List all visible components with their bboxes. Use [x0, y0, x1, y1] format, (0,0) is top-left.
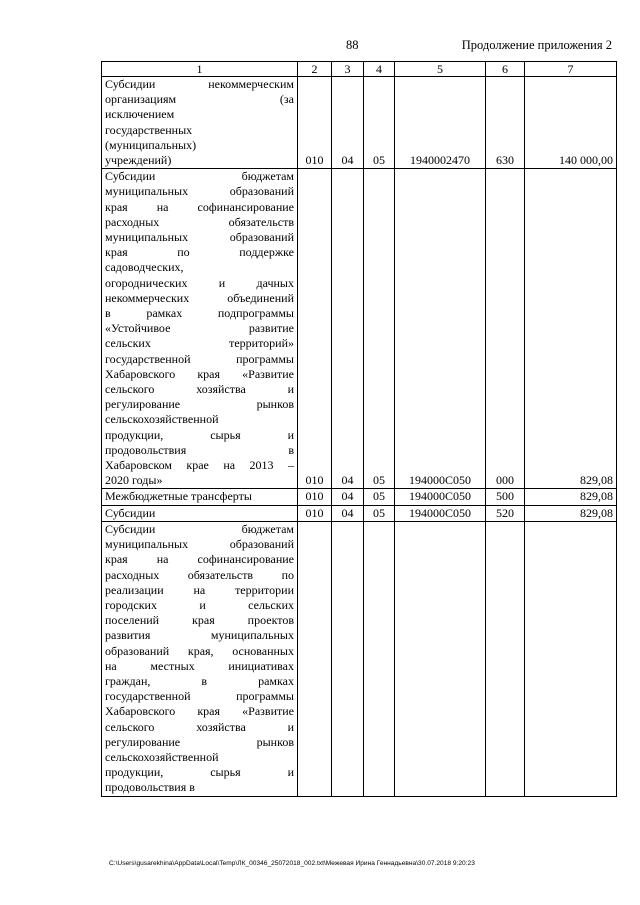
description-line: Хабаровского края «Развитие: [105, 704, 294, 719]
description-line: сельских территорий»: [105, 336, 294, 351]
code-section: 010: [298, 489, 332, 505]
description-line: Хабаровского края «Развитие: [105, 366, 294, 381]
description-line: «Устойчивое развитие: [105, 321, 294, 336]
target-article: 1940002470: [395, 77, 486, 169]
description-line: реализации на территории: [105, 582, 294, 597]
page-number: 88: [346, 38, 359, 52]
description-line: муниципальных образований: [105, 537, 294, 552]
column-header: 4: [364, 62, 395, 77]
description-line: края на софинансирование: [105, 552, 294, 567]
header-row: [102, 62, 617, 77]
code-section: 010: [298, 77, 332, 169]
code-section: 010: [298, 169, 332, 489]
amount: 829,08: [525, 489, 617, 505]
description-line: государственных: [105, 122, 193, 137]
amount: 829,08: [525, 169, 617, 489]
description-line: сельскохозяйственной: [105, 412, 219, 427]
column-header: 7: [525, 62, 617, 77]
description-line: садоводческих,: [105, 260, 184, 275]
expense-type: [486, 521, 525, 796]
description-line: городских и сельских: [105, 597, 294, 612]
description-line: сельского хозяйства и: [105, 719, 294, 734]
row-description: [102, 169, 298, 489]
description-line: учреждений): [105, 153, 172, 168]
code-subsection: 04: [332, 77, 364, 169]
column-header: 5: [395, 62, 486, 77]
expense-type: 520: [486, 505, 525, 521]
description-line: Субсидии бюджетам: [105, 521, 294, 536]
description-line: на местных инициативах: [105, 658, 294, 673]
description-line: организациям (за: [105, 92, 294, 107]
target-article: [395, 521, 486, 796]
table-row: [102, 505, 617, 521]
description-line: Субсидии некоммерческим: [105, 77, 294, 91]
description-line: некоммерческих объединений: [105, 290, 294, 305]
description-line: Хабаровском крае на 2013 –: [105, 458, 294, 473]
description-line: расходных обязательств: [105, 214, 294, 229]
description-line: продукции, сырья и: [105, 765, 294, 780]
row-description: [102, 77, 298, 169]
column-header: 2: [298, 62, 332, 77]
row-description: [102, 521, 298, 796]
table-row: [102, 521, 617, 796]
code-subsection: 04: [332, 169, 364, 489]
continuation-label: Продолжение приложения 2: [461, 38, 612, 52]
description-line: огороднических и дачных: [105, 275, 294, 290]
description-line: регулирование рынков: [105, 397, 294, 412]
target-article: 194000С050: [395, 169, 486, 489]
code-section: 010: [298, 505, 332, 521]
amount: 829,08: [525, 505, 617, 521]
code-subitem: 05: [364, 77, 395, 169]
description-line: муниципальных образований: [105, 230, 294, 245]
target-article: 194000С050: [395, 489, 486, 505]
description-line: расходных обязательств по: [105, 567, 294, 582]
description-line: сельскохозяйственной: [105, 749, 219, 764]
description-line: края по поддержке: [105, 245, 294, 260]
column-header: 3: [332, 62, 364, 77]
row-description: [102, 505, 298, 521]
expense-type: 000: [486, 169, 525, 489]
description-line: 2020 годы»: [105, 473, 163, 488]
description-line: образований края, основанных: [105, 643, 294, 658]
code-subsection: [332, 521, 364, 796]
amount: [525, 521, 617, 796]
row-description: [102, 489, 298, 505]
code-subsection: 04: [332, 489, 364, 505]
code-subitem: 05: [364, 169, 395, 489]
expense-type: 630: [486, 77, 525, 169]
description-line: в рамках подпрограммы: [105, 306, 294, 321]
description-line: продовольствия в: [105, 442, 294, 457]
budget-table: [101, 61, 617, 797]
description-line: продукции, сырья и: [105, 427, 294, 442]
column-header: 1: [102, 62, 298, 77]
file-path-footer: C:\Users\gusarekhina\AppData\Local\Temp\ЛК_00346_25072018_002.txt\Межевая Ирина Геннадьевна\30.07.2018 9:20:23: [109, 860, 475, 867]
description-line: муниципальных образований: [105, 184, 294, 199]
description-line: Межбюджетные трансферты: [105, 489, 252, 504]
code-subitem: [364, 521, 395, 796]
table-row: [102, 77, 617, 169]
code-subsection: 04: [332, 505, 364, 521]
code-subitem: 05: [364, 489, 395, 505]
description-line: Субсидии бюджетам: [105, 169, 294, 184]
description-line: граждан, в рамках: [105, 673, 294, 688]
code-section: [298, 521, 332, 796]
expense-type: 500: [486, 489, 525, 505]
target-article: 194000С050: [395, 505, 486, 521]
description-line: сельского хозяйства и: [105, 382, 294, 397]
code-subitem: 05: [364, 505, 395, 521]
table-row: [102, 489, 617, 505]
description-line: продовольствия в: [105, 780, 195, 795]
description-line: государственной программы: [105, 351, 294, 366]
description-line: (муниципальных): [105, 137, 197, 152]
description-line: поселений края проектов: [105, 613, 294, 628]
column-header: 6: [486, 62, 525, 77]
description-line: Субсидии: [105, 505, 156, 520]
description-line: развития муниципальных: [105, 628, 294, 643]
description-line: исключением: [105, 107, 175, 122]
description-line: края на софинансирование: [105, 199, 294, 214]
description-line: регулирование рынков: [105, 734, 294, 749]
amount: 140 000,00: [525, 77, 617, 169]
table-row: [102, 169, 617, 489]
description-line: государственной программы: [105, 689, 294, 704]
